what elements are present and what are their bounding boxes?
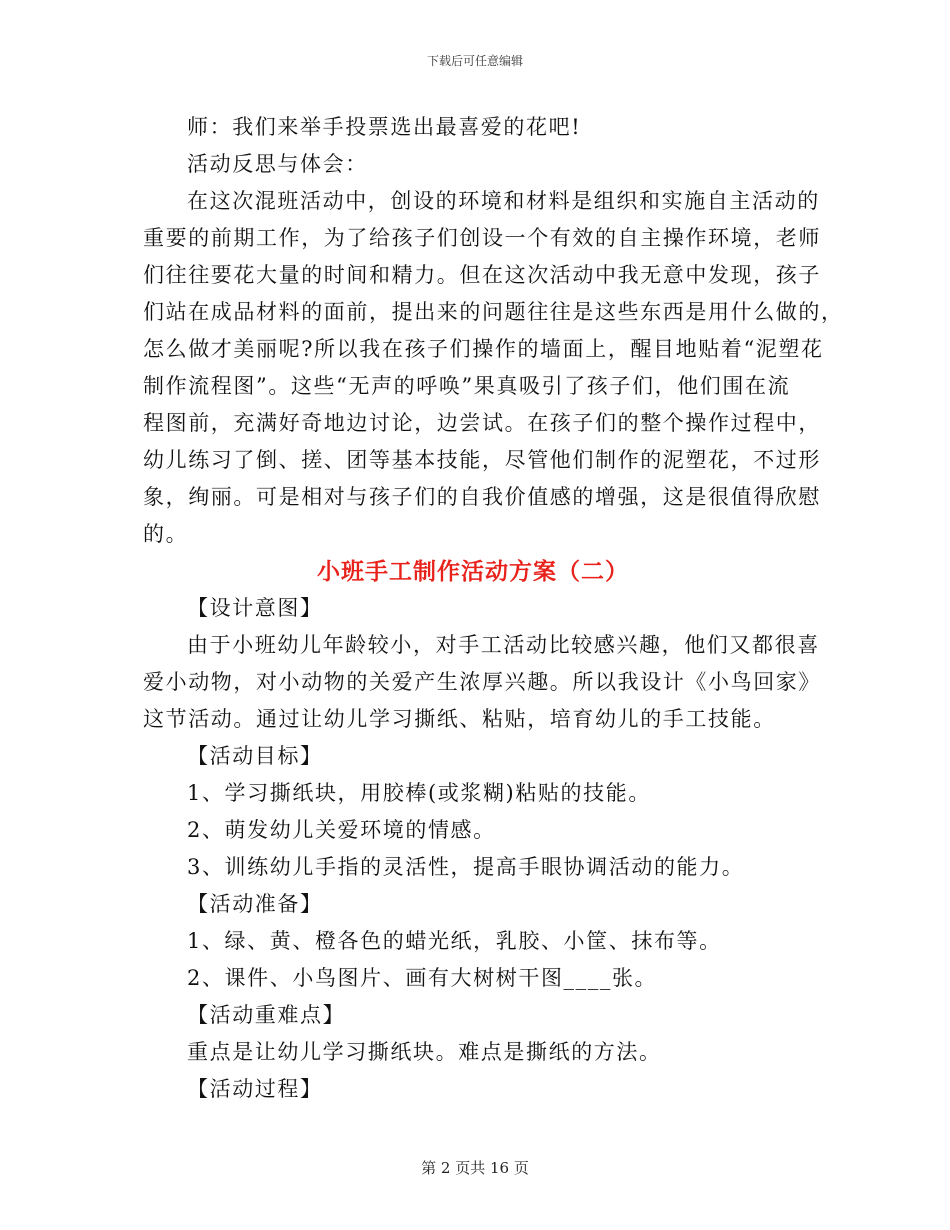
prep-item: 1、绿、黄、橙各色的蜡光纸，乳胶、小筐、抹布等。 <box>187 929 722 953</box>
text-line: 重要的前期工作，为了给孩子们创设一个有效的自主操作环境，老师 <box>143 226 821 250</box>
page-footer: 第 2 页共 16 页 <box>421 1159 529 1177</box>
design-intent-paragraph <box>143 627 821 738</box>
goals-label: 【活动目标】 <box>187 744 323 768</box>
paragraph-reflection <box>143 183 844 553</box>
paragraph-reflection-label: 活动反思与体会： <box>187 152 368 176</box>
document-body <box>143 109 844 1108</box>
text-line: 象，绚丽。可是相对与孩子们的自我价值感的增强，这是很值得欣慰 <box>143 485 821 509</box>
prep-label: 【活动准备】 <box>187 892 323 916</box>
goal-item: 1、学习撕纸块，用胶棒(或浆糊)粘贴的技能。 <box>187 781 651 805</box>
text-line: 爱小动物，对小动物的关爱产生浓厚兴趣。所以我设计《小鸟回家》 <box>143 670 821 694</box>
section-title: 小班手工制作活动方案（二） <box>317 558 629 585</box>
text-line: 幼儿练习了倒、搓、团等基本技能，尽管他们制作的泥塑花，不过形 <box>143 448 821 472</box>
process-label: 【活动过程】 <box>187 1077 323 1101</box>
text-line: 的。 <box>143 522 189 546</box>
text-line: 们站在成品材料的面前，提出来的问题往往是这些东西是用什么做的， <box>143 300 844 324</box>
page-header: 下载后可任意编辑 <box>426 54 523 68</box>
text-line: 在这次混班活动中，创设的环境和材料是组织和实施自主活动的 <box>187 189 820 213</box>
difficulty-label: 【活动重难点】 <box>187 1003 346 1027</box>
text-line: 们往往要花大量的时间和精力。但在这次活动中我无意中发现，孩子 <box>143 263 821 287</box>
difficulty-text: 重点是让幼儿学习撕纸块。难点是撕纸的方法。 <box>187 1040 662 1064</box>
text-line: 由于小班幼儿年龄较小，对手工活动比较感兴趣，他们又都很喜 <box>187 633 820 657</box>
text-line: 程图前，充满好奇地边讨论，边尝试。在孩子们的整个操作过程中， <box>143 411 821 435</box>
goal-item: 3、训练幼儿手指的灵活性，提高手眼协调活动的能力。 <box>187 855 745 879</box>
text-line: 怎么做才美丽呢?所以我在孩子们操作的墙面上，醒目地贴着“泥塑花 <box>143 337 824 361</box>
paragraph-teacher-line: 师：我们来举手投票选出最喜爱的花吧! <box>187 115 582 139</box>
prep-item: 2、课件、小鸟图片、画有大树树干图____张。 <box>187 966 658 990</box>
goal-item: 2、萌发幼儿关爱环境的情感。 <box>187 818 496 842</box>
text-line: 制作流程图”。这些“无声的呼唤”果真吸引了孩子们，他们围在流 <box>143 374 791 398</box>
text-line: 这节活动。通过让幼儿学习撕纸、粘贴，培育幼儿的手工技能。 <box>143 707 776 731</box>
design-intent-label: 【设计意图】 <box>187 596 323 620</box>
